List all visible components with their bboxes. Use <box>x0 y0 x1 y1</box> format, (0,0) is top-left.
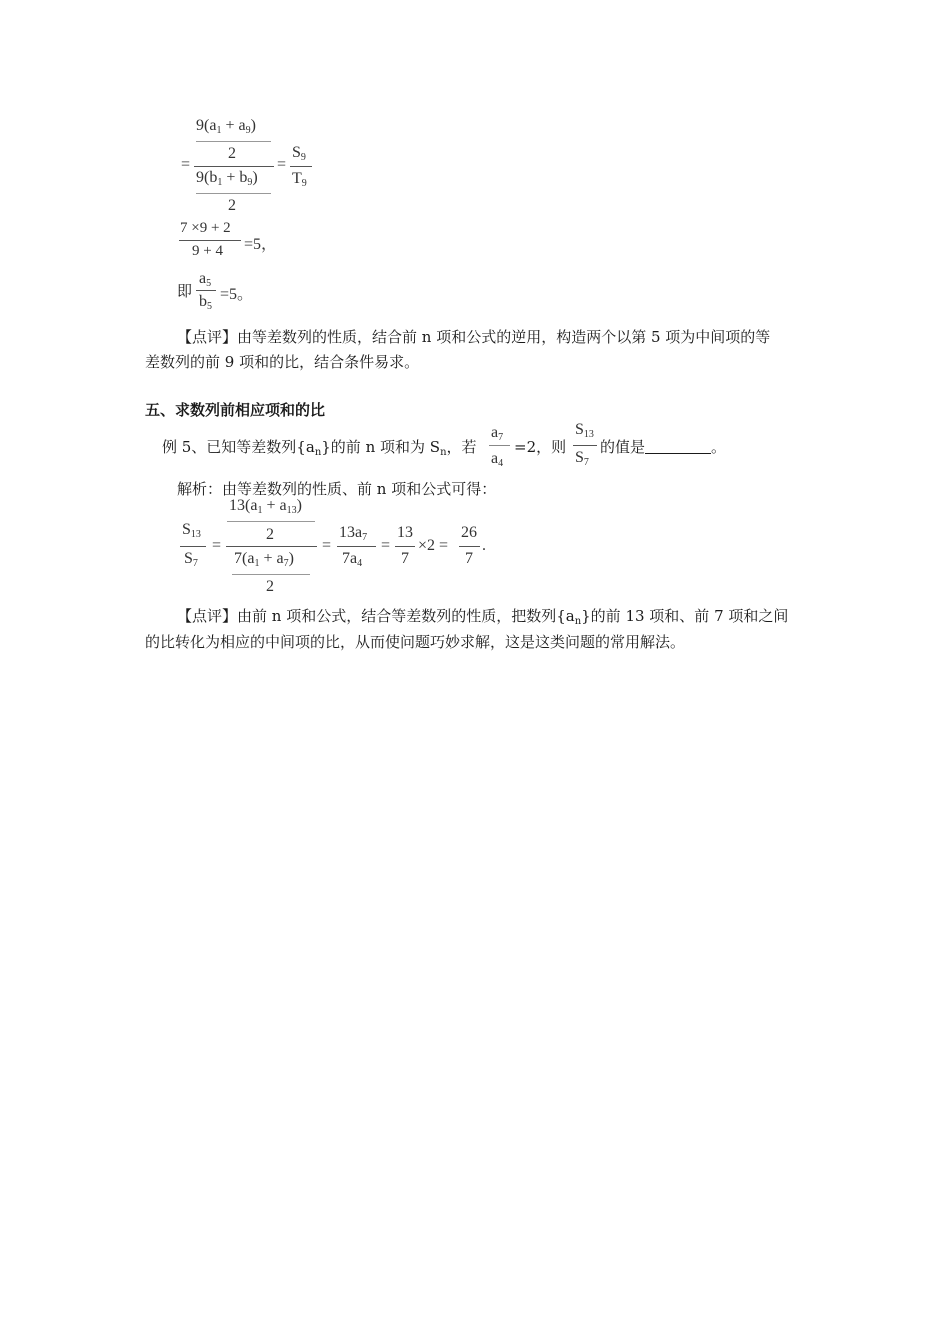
comment-1-line-1: 【点评】由等差数列的性质，结合前 n 项和公式的逆用，构造两个以第 5 项为中间项的等 <box>177 328 771 346</box>
fraction-bar <box>196 141 271 142</box>
s9-symbol: $S_9$ <box>292 144 306 163</box>
equals-sign: = <box>322 537 332 554</box>
comment-2-line-2: 的比转化为相应的中间项的比，从而使问题巧妙求解，这是这类问题的常用解法。 <box>145 633 686 651</box>
a7-symbol: $a_7$ <box>491 424 504 443</box>
denominator-two: 2 <box>228 145 236 162</box>
example-text: 的值是 。 <box>600 438 727 456</box>
fraction-numerator: 13 <box>397 524 413 541</box>
comment-1-line-2: 差数列的前 9 项和的比，结合条件易求。 <box>145 353 420 371</box>
a5-symbol: $a_5$ <box>199 270 212 289</box>
fraction-denominator: 7 <box>401 550 409 567</box>
equals-sign: = <box>212 537 222 554</box>
period: . <box>482 537 486 554</box>
times-two: ×2 = <box>418 537 449 554</box>
13a7-expression: $13a_7$ <box>339 524 368 543</box>
main-fraction-bar <box>194 166 274 167</box>
fraction-bar <box>227 521 315 522</box>
equals-sign: = <box>181 156 191 173</box>
equals-sign: = <box>277 156 287 173</box>
fraction-numerator: 7 ×9 + 2 <box>180 220 231 236</box>
7a4-expression: $7a_4$ <box>342 550 363 569</box>
fraction-bar <box>196 290 216 291</box>
example-text: 例 5、已知等差数列$\{a_n\}$的前 n 项和为 $S_n$，若 <box>162 438 477 458</box>
result-text: =5。 <box>220 286 254 303</box>
analysis-text: 解析：由等差数列的性质、前 n 项和公式可得： <box>177 480 497 498</box>
answer-blank <box>645 439 711 454</box>
fraction-bar <box>290 166 312 167</box>
main-fraction-bar <box>226 546 317 547</box>
result-text: =5， <box>244 236 278 253</box>
example-text: =2，则 <box>514 438 567 456</box>
a4-symbol: $a_4$ <box>491 450 504 469</box>
section-heading: 五、求数列前相应项和的比 <box>145 401 326 419</box>
numerator-expression: $9(a_1 + a_9)$ <box>196 117 256 136</box>
fraction-denominator: 9 + 4 <box>192 243 223 259</box>
fraction-bar <box>573 445 597 446</box>
denominator-expression: $9(b_1 + b_9)$ <box>196 169 258 188</box>
fraction-denominator: 7 <box>465 550 473 567</box>
fraction-bar <box>196 193 271 194</box>
s7-symbol: $S_7$ <box>184 550 198 569</box>
s13-symbol: $S_{13}$ <box>182 521 201 540</box>
denominator-expression: $7(a_1 + a_7)$ <box>234 550 294 569</box>
fraction-bar <box>395 546 415 547</box>
fraction-bar <box>179 240 241 241</box>
s7-symbol: $S_7$ <box>575 449 589 468</box>
fraction-bar <box>337 546 376 547</box>
s13-symbol: $S_{13}$ <box>575 421 594 440</box>
t9-symbol: $T_9$ <box>292 170 307 189</box>
fraction-bar <box>459 546 480 547</box>
fraction-numerator: 26 <box>461 524 477 541</box>
comment-2-line-1: 【点评】由前 n 项和公式，结合等差数列的性质，把数列$\{a_n\}$的前 13 项和、前 7 项和之间 <box>177 607 789 627</box>
denominator-two: 2 <box>266 526 274 543</box>
fraction-bar <box>489 445 510 446</box>
b5-symbol: $b_5$ <box>199 293 212 312</box>
therefore-label: 即 <box>177 282 193 300</box>
fraction-bar <box>232 574 310 575</box>
equals-sign: = <box>381 537 391 554</box>
denominator-two: 2 <box>228 197 236 214</box>
numerator-expression: $13(a_1 + a_{13})$ <box>229 497 302 516</box>
fraction-bar <box>180 546 206 547</box>
denominator-two: 2 <box>266 578 274 595</box>
